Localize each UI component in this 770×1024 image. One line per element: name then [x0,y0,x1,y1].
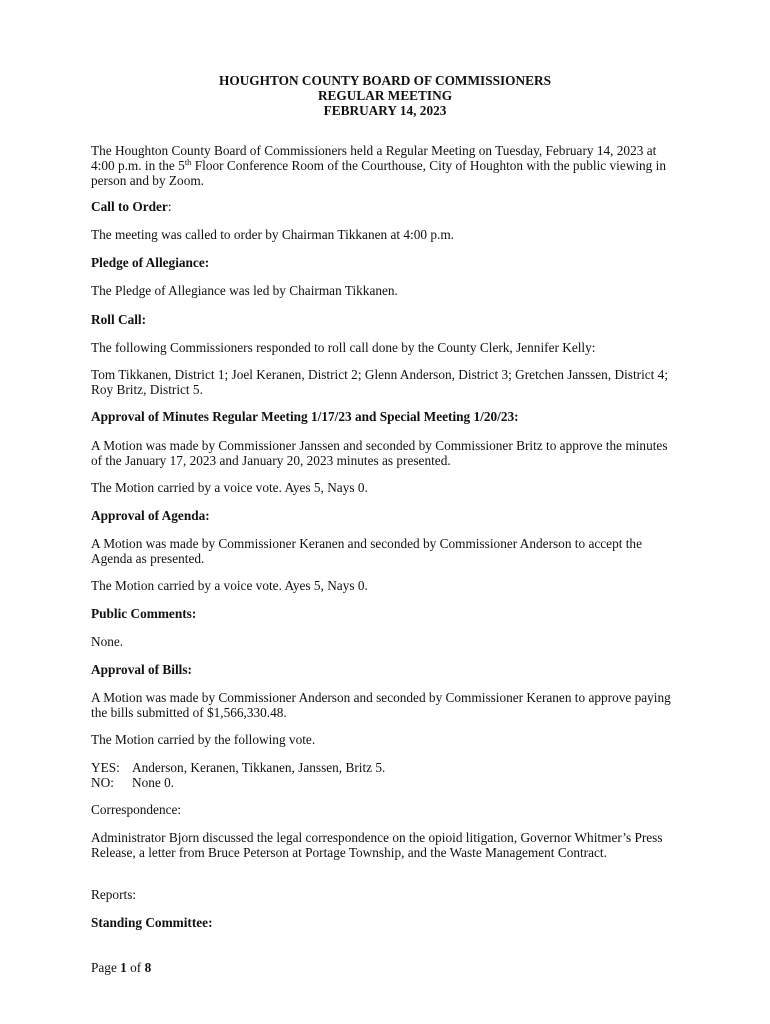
minutes-vote: The Motion carried by a voice vote. Ayes 5, Nays 0. [91,480,368,495]
header-line-2: REGULAR MEETING [317,88,453,103]
intro-text-end: Floor Conference Room of the Courthouse, City of Houghton with the public viewing in person and by Zoom. [91,158,667,188]
footer-page-total: 8 [144,960,152,975]
roll-call-members: Tom Tikkanen, District 1; Joel Keranen, District 2; Glenn Anderson, District 3; Gretchen Janssen, District 4; Roy Britz, District 5. [91,367,669,397]
call-to-order-heading [91,199,681,214]
header-line-3: FEBRUARY 14, 2023 [323,103,447,118]
roll-call-heading: Roll Call: [91,312,147,327]
call-to-order-text: The meeting was called to order by Chairman Tikkanen at 4:00 p.m. [91,227,455,242]
minutes-heading: Approval of Minutes Regular Meeting 1/17/23 and Special Meeting 1/20/23: [91,409,519,424]
footer-page-word: Page [91,960,121,975]
footer-page-number: 1 [120,960,127,975]
correspondence-text: Administrator Bjorn discussed the legal correspondence on the opioid litigation, Governor Whitmer’s Press Release, a letter from Bruce Peterson at Portage Township, and the Waste Management Contract. [91,830,663,860]
call-to-order-heading-text: Call to Order [91,199,168,214]
agenda-motion: A Motion was made by Commissioner Keranen and seconded by Commissioner Anderson to accept the Agenda as presented. [91,536,642,566]
pledge-heading: Pledge of Allegiance: [91,255,210,270]
pledge-text: The Pledge of Allegiance was led by Chairman Tikkanen. [91,283,398,298]
roll-call-text: The following Commissioners responded to roll call done by the County Clerk, Jennifer Kelly: [91,340,596,355]
header-line-1: HOUGHTON COUNTY BOARD OF COMMISSIONERS [219,73,551,88]
vote-yes-value: Anderson, Keranen, Tikkanen, Janssen, Britz 5. [132,760,386,775]
footer-of-word: of [126,960,145,975]
public-comments-text: None. [91,634,124,649]
correspondence-heading: Correspondence: [91,802,182,817]
vote-yes-row [91,760,681,775]
reports-heading: Reports: [91,887,137,902]
vote-no-label: NO: [91,775,114,790]
public-comments-heading: Public Comments: [91,606,197,621]
vote-yes-label: YES: [91,760,120,775]
standing-committee-heading: Standing Committee: [91,915,213,930]
bills-motion: A Motion was made by Commissioner Anderson and seconded by Commissioner Keranen to approve paying the bills submitted of $1,566,330.48. [91,690,671,720]
intro-paragraph [91,143,681,188]
bills-heading: Approval of Bills: [91,662,192,677]
bills-vote-tally [91,760,681,790]
agenda-heading: Approval of Agenda: [91,508,210,523]
minutes-motion: A Motion was made by Commissioner Janssen and seconded by Commissioner Britz to approve the minutes of the January 17, 2023 and January 20, 2023 minutes as presented. [91,438,668,468]
agenda-vote: The Motion carried by a voice vote. Ayes 5, Nays 0. [91,578,368,593]
document-header [0,73,770,118]
intro-superscript: th [184,157,192,167]
vote-no-row [91,775,681,790]
vote-no-value: None 0. [132,775,175,790]
page-footer [91,960,151,975]
intro-text-start: The Houghton County Board of Commissioners held a Regular Meeting on Tuesday, February 14, 2023 at 4:00 p.m. in the 5 [91,143,657,173]
call-to-order-colon: : [167,199,172,214]
bills-vote: The Motion carried by the following vote. [91,732,316,747]
